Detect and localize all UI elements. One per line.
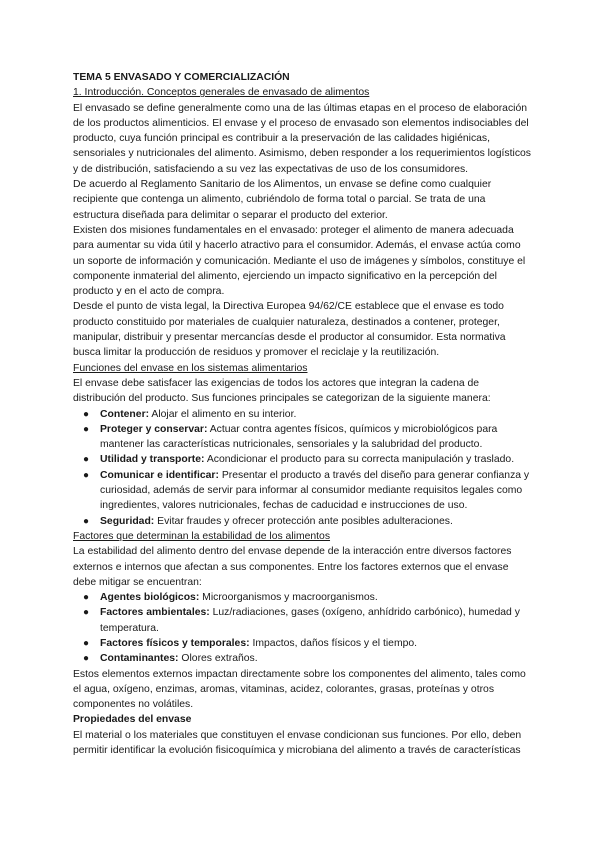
bullet-icon: ● bbox=[83, 515, 90, 527]
list-item bbox=[83, 468, 531, 514]
paragraph-funciones-intro: El envase debe satisfacer las exigencias de todos los actores que integran la cadena de distribución del producto. Sus funciones principales se categorizan de la siguiente manera: bbox=[73, 377, 491, 405]
section-heading-introduction: 1. Introducción. Conceptos generales de envasado de alimentos bbox=[73, 87, 370, 99]
list-item bbox=[83, 407, 531, 422]
list-item-term: Comunicar e identificar: bbox=[100, 469, 219, 481]
list-item-term: Contaminantes: bbox=[100, 653, 179, 665]
bullet-icon: ● bbox=[83, 637, 90, 649]
list-item-term: Factores ambientales: bbox=[100, 607, 210, 619]
list-item-text: Luz/radiaciones, gases (oxígeno, anhídrido carbónico), humedad y temperatura. bbox=[100, 607, 520, 634]
section-heading-propiedades: Propiedades del envase bbox=[73, 714, 192, 726]
paragraph-factores-outro: Estos elementos externos impactan directamente sobre los componentes del alimento, tales como el agua, oxígeno, enzimas, aromas, vitaminas, acidez, colorantes, grasas, proteínas y otros componentes no volátiles. bbox=[73, 668, 526, 711]
bullet-icon: ● bbox=[83, 408, 90, 420]
paragraph-reglamento-sanitario: De acuerdo al Reglamento Sanitario de los Alimentos, un envase se define como cualquier recipiente que contenga un alimento, cubriéndolo de forma total o parcial. Se trata de una estructura diseñada para delimitar o separar el producto del exterior. bbox=[73, 179, 492, 221]
list-item-text: Olores extraños. bbox=[178, 653, 258, 665]
list-item-term: Factores físicos y temporales: bbox=[100, 637, 250, 649]
list-item bbox=[83, 651, 531, 666]
bullet-icon: ● bbox=[83, 592, 90, 604]
list-item bbox=[83, 590, 531, 605]
list-item-term: Contener: bbox=[100, 408, 150, 420]
document-page bbox=[73, 70, 531, 758]
list-item-text: Acondicionar el producto para su correcta manipulación y traslado. bbox=[204, 454, 515, 466]
bullet-icon: ● bbox=[83, 607, 90, 619]
list-item-term: Agentes biológicos: bbox=[100, 592, 200, 604]
list-item-text: Alojar el alimento en su interior. bbox=[149, 408, 297, 420]
list-item bbox=[83, 605, 531, 636]
list-item-term: Seguridad: bbox=[100, 515, 155, 527]
paragraph-misiones-fundamentales: Existen dos misiones fundamentales en el envasado: proteger el alimento de manera adecuada para aumentar su vida útil y hacerlo atractivo para el consumidor. Además, el envase actúa como un soporte de información y comunicación. Mediante el uso de imágenes y símbolos, constituye el componente inmaterial del alimento, ejerciendo un impacto significativo en la percepción del producto y en el acto de compra. bbox=[73, 224, 526, 298]
paragraph-propiedades: El material o los materiales que constituyen el envase condicionan sus funciones. Por ello, deben permitir identificar la evolución fisicoquímica y microbiana del alimento a través de características bbox=[73, 729, 522, 757]
factors-list bbox=[73, 590, 531, 666]
document-title: TEMA 5 ENVASADO Y COMERCIALIZACIÓN bbox=[73, 72, 290, 83]
paragraph-directiva-europea: Desde el punto de vista legal, la Directiva Europea 94/62/CE establece que el envase es todo producto constituido por materiales de cualquier naturaleza, destinados a contener, proteger, manipular, distribuir y presentar mercancías desde el productor al consumidor. Esta normativa busca limitar la producción de residuos y promover el reciclaje y la reutilización. bbox=[73, 301, 506, 359]
list-item bbox=[83, 514, 531, 529]
list-item bbox=[83, 422, 531, 453]
list-item-text: Actuar contra agentes físicos, químicos y microbiológicos para mantener las características nutricionales, sensoriales y la salubridad del producto. bbox=[100, 423, 498, 451]
list-item-text: Microorganismos y macroorganismos. bbox=[199, 592, 378, 604]
functions-list bbox=[73, 407, 531, 529]
list-item-text: Impactos, daños físicos y el tiempo. bbox=[249, 637, 418, 649]
list-item-text: Presentar el producto a través del diseño para generar confianza y curiosidad, además de servir para informar al consumidor mediante requisitos legales como ingredientes, valores nutricionales, fechas de caducidad e instrucciones de uso. bbox=[100, 469, 530, 512]
list-item-term: Utilidad y transporte: bbox=[100, 454, 205, 466]
bullet-icon: ● bbox=[83, 653, 90, 665]
bullet-icon: ● bbox=[83, 454, 90, 466]
list-item-term: Proteger y conservar: bbox=[100, 423, 208, 435]
list-item bbox=[83, 452, 531, 467]
bullet-icon: ● bbox=[83, 423, 90, 435]
bullet-icon: ● bbox=[83, 469, 90, 481]
paragraph-factores-intro: La estabilidad del alimento dentro del envase depende de la interacción entre diversos factores externos e internos que afectan a sus componentes. Entre los factores externos que el envase debe mitigar se encuentran: bbox=[73, 546, 512, 588]
list-item-text: Evitar fraudes y ofrecer protección ante posibles adulteraciones. bbox=[154, 515, 453, 527]
section-heading-funciones: Funciones del envase en los sistemas alimentarios bbox=[73, 362, 308, 374]
section-heading-factores: Factores que determinan la estabilidad de los alimentos bbox=[73, 530, 331, 542]
paragraph-envasado-definition: El envasado se define generalmente como una de las últimas etapas en el proceso de elaboración de los productos alimenticios. El envase y el proceso de envasado son elementos indisociables del producto, cuya función principal es contribuir a la preservación de las calidades higiénicas, sensoriales y nutricionales del alimento. Asimismo, deben responder a los requerimientos logísticos y de distribución, satisfaciendo a su vez las expectativas de uso de los consumidores. bbox=[73, 102, 531, 175]
list-item bbox=[83, 636, 531, 651]
